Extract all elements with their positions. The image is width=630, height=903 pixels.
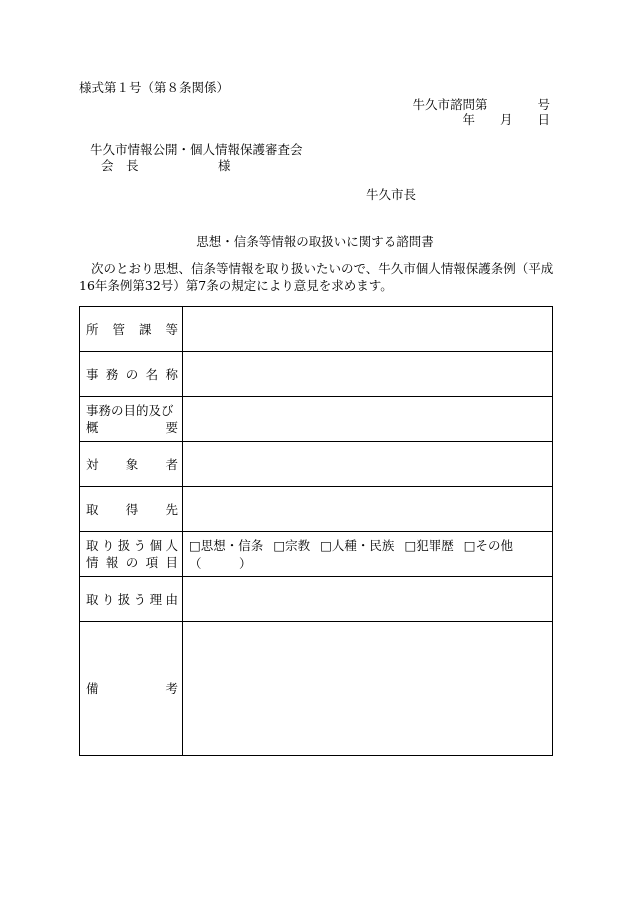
label-subjects — [86, 456, 178, 473]
label-purpose-line1: 事務の目的及び — [86, 403, 174, 418]
reason-field[interactable] — [183, 577, 553, 622]
task-name-field[interactable] — [183, 352, 553, 397]
table-row — [80, 622, 553, 756]
document-title: 思想・信条等情報の取扱いに関する諮問書 — [196, 234, 434, 249]
checkbox-other[interactable]: □その他（ ） — [189, 538, 514, 571]
label-char: 取 — [86, 538, 99, 553]
label-info-items-line2 — [86, 554, 178, 571]
label-char: 概 — [86, 420, 99, 435]
label-char: 要 — [165, 420, 178, 435]
remarks-field[interactable] — [183, 622, 553, 756]
table-row — [80, 532, 553, 577]
body-text: 次のとおり思想、信条等情報を取り扱いたいので、牛久市個人情報保護条例（平成16年条例第32号）第7条の規定により意見を求めます。 — [79, 261, 554, 293]
label-dept — [86, 321, 178, 338]
addressee-honorific: 様 — [218, 158, 231, 173]
label-char: う — [133, 591, 147, 607]
label-char: 扱 — [117, 538, 131, 553]
label-char: 象 — [125, 456, 139, 472]
label-char: 項 — [145, 555, 159, 570]
date-line: 年 月 日 — [462, 112, 550, 127]
table-row — [80, 442, 553, 487]
label-char: 扱 — [117, 591, 131, 607]
checkbox-race-ethnicity[interactable]: □人種・民族 — [320, 538, 395, 553]
source-field[interactable] — [183, 487, 553, 532]
label-source — [86, 501, 178, 518]
table-row — [80, 352, 553, 397]
label-char: 者 — [165, 456, 178, 472]
row-label — [80, 622, 183, 756]
dept-field[interactable] — [183, 307, 553, 352]
label-char: 所 — [86, 321, 99, 337]
label-char: 対 — [86, 456, 99, 472]
label-char: 取 — [86, 591, 99, 607]
label-char: 考 — [165, 681, 178, 696]
label-char: 称 — [165, 366, 178, 382]
table-row — [80, 487, 553, 532]
subjects-field[interactable] — [183, 442, 553, 487]
table-row — [80, 307, 553, 352]
inquiry-number: 牛久市諮問第 号 — [412, 97, 550, 112]
info-items-checkboxes — [183, 532, 553, 577]
label-char: 管 — [112, 321, 125, 337]
label-char: 先 — [165, 501, 178, 517]
label-char: 情 — [86, 555, 99, 570]
label-char: 課 — [138, 321, 152, 337]
label-char: の — [125, 366, 139, 382]
row-label — [80, 532, 183, 577]
label-info-items-line1 — [86, 537, 178, 554]
row-label — [80, 352, 183, 397]
label-char: 理 — [149, 591, 163, 607]
label-char: 等 — [165, 321, 178, 337]
table-row — [80, 397, 553, 442]
label-char: 事 — [86, 366, 99, 382]
row-label — [80, 577, 183, 622]
checkbox-thought-belief[interactable]: □思想・信条 — [189, 538, 264, 553]
label-char: 取 — [86, 501, 99, 517]
label-char: 名 — [145, 366, 159, 382]
label-reason — [86, 591, 178, 608]
checkbox-criminal-record[interactable]: □犯罪歴 — [404, 538, 454, 553]
label-char: 務 — [105, 366, 119, 382]
label-char: 得 — [125, 501, 139, 517]
addressee-organization: 牛久市情報公開・個人情報保護審査会 — [90, 142, 303, 157]
table-row — [80, 577, 553, 622]
label-char: の — [125, 555, 139, 570]
row-label — [80, 307, 183, 352]
row-label — [80, 397, 183, 442]
label-char: 報 — [105, 555, 119, 570]
label-char: 備 — [86, 681, 99, 696]
label-task-name — [86, 366, 178, 383]
label-char: 目 — [165, 555, 178, 570]
label-char: う — [133, 538, 147, 553]
checkbox-religion[interactable]: □宗教 — [273, 538, 311, 553]
purpose-field[interactable] — [183, 397, 553, 442]
label-char: り — [101, 591, 115, 607]
label-char: 個 — [149, 538, 163, 553]
form-number: 様式第１号（第８条関係） — [79, 80, 230, 95]
addressee-position: 会 長 — [101, 158, 139, 173]
label-remarks — [86, 680, 178, 697]
label-char: 由 — [165, 591, 178, 607]
sender: 牛久市長 — [366, 187, 417, 202]
label-purpose-line2 — [86, 419, 178, 436]
label-char: り — [101, 538, 115, 553]
form-table — [79, 306, 553, 756]
label-char: 人 — [165, 538, 178, 553]
row-label — [80, 487, 183, 532]
row-label — [80, 442, 183, 487]
